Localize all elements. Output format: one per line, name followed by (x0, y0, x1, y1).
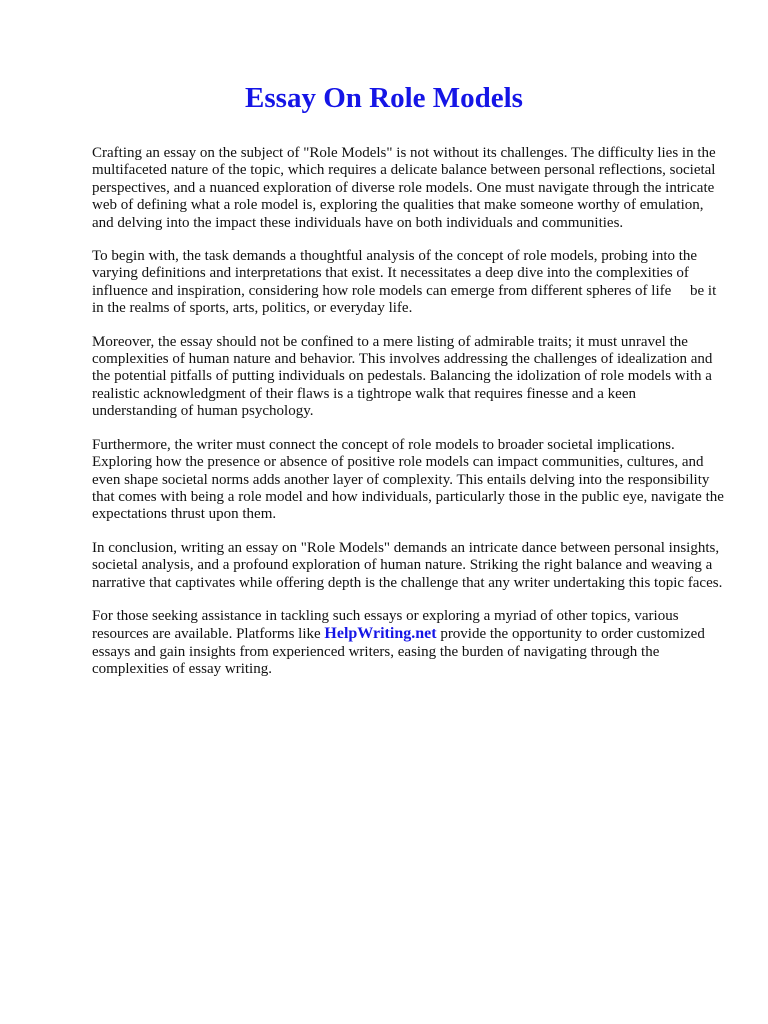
document-body (92, 145, 724, 695)
paragraph-societal: Furthermore, the writer must connect the concept of role models to broader societal implications. Exploring how the presence or absence of positive role models can impact communities, cultures, and even shape societal norms adds another layer of complexity. This entails delving into the responsibility that comes with being a role model and how individuals, particularly those in the public eye, navigate the expectations thrust upon them. (92, 436, 724, 523)
paragraph-intro: Crafting an essay on the subject of "Role Models" is not without its challenges. The difficulty lies in the multifaceted nature of the topic, which requires a delicate balance between personal reflections, societal perspectives, and a nuanced exploration of diverse role models. One must navigate through the intricate web of defining what a role model is, exploring the qualities that make someone worthy of emulation, and delving into the impact these individuals have on both individuals and communities. (92, 145, 716, 231)
paragraph-resources (92, 608, 724, 679)
helpwriting-link[interactable]: HelpWriting.net (324, 625, 437, 643)
paragraph-complexities: Moreover, the essay should not be confined to a mere listing of admirable traits; it must unravel the complexities of human nature and behavior. This involves addressing the challenges of idealization and the potential pitfalls of putting individuals on pedestals. Balancing the idolization of role models with a realistic acknowledgment of their flaws is a tightrope walk that requires finesse and a keen understanding of human psychology. (92, 333, 713, 420)
paragraph-conclusion: In conclusion, writing an essay on "Role Models" demands an intricate dance between personal insights, societal analysis, and a profound exploration of human nature. Striking the right balance and weaving a narrative that captivates while offering depth is the challenge that any writer undertaking this topic faces. (92, 539, 723, 591)
paragraph-analysis: To begin with, the task demands a thoughtful analysis of the concept of role models, probing into the varying definitions and interpretations that exist. It necessitates a deep dive into the complexities of influence and inspiration, considering how role models can emerge from different spheres of life be it in the realms of sports, arts, politics, or everyday life. (92, 248, 717, 317)
paragraph-resources-before-link: For those seeking assistance in tackling such essays or exploring a myriad of other topics, various resources are available. Platforms like (92, 607, 679, 643)
paragraph-resources-after-link: provide the opportunity to order customized essays and gain insights from experienced writers, easing the burden of navigating through the complexities of essay writing. (92, 626, 705, 678)
document-title: Essay On Role Models (245, 82, 523, 114)
